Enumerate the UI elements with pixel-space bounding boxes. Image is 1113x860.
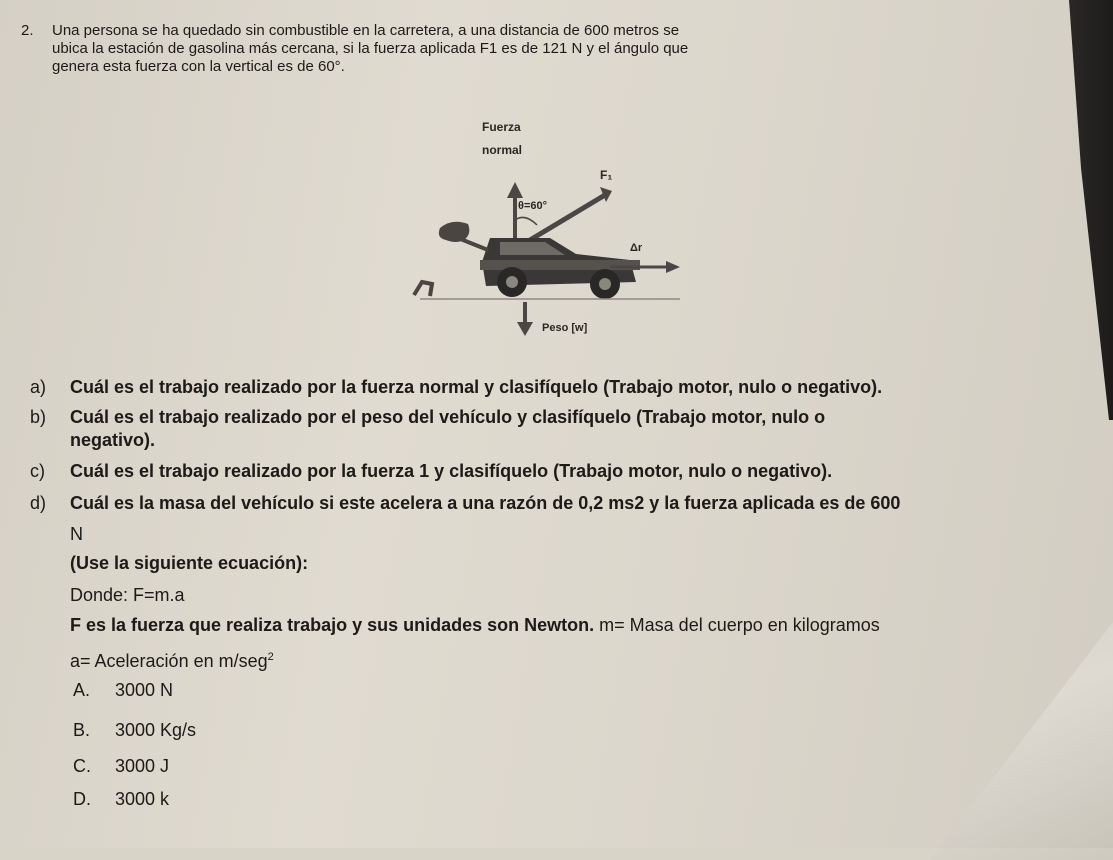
question-c-text: Cuál es el trabajo realizado por la fuerza 1 y clasifíquelo (Trabajo motor, nulo o negativo).: [70, 461, 833, 481]
label-normal-2: normal: [482, 143, 523, 157]
definition-a-exponent: 2: [267, 651, 274, 663]
question-c: [30, 460, 832, 483]
question-d-unit: N: [70, 524, 83, 544]
question-b-letter: b): [30, 407, 47, 427]
label-weight: Peso [w]: [542, 322, 588, 334]
angle-arc: [515, 217, 537, 225]
label-displacement: Δr: [630, 242, 643, 254]
question-a-text: Cuál es el trabajo realizado por la fuerza normal y clasifíquelo (Trabajo motor, nulo o negativo).: [70, 377, 883, 397]
question-a: [30, 376, 882, 399]
definition-a: [70, 646, 274, 673]
question-d: [30, 492, 900, 515]
question-b-text: Cuál es el trabajo realizado por el peso del vehículo y clasifíquelo (Trabajo motor, nulo o: [70, 407, 826, 427]
option-a[interactable]: [73, 680, 173, 701]
question-b-continued: negativo).: [70, 430, 156, 450]
diagram-drawing: [400, 110, 700, 350]
problem-line-1: Una persona se ha quedado sin combustible en la carretera, a una distancia de 600 metros se: [52, 22, 680, 39]
problem-number: 2.: [21, 22, 34, 39]
force-diagram: [400, 110, 700, 350]
question-d-text: Cuál es la masa del vehículo si este acelera a una razón de 0,2 ms2 y la fuerza aplicada es de 600: [70, 493, 901, 513]
weight-arrow-head: [517, 322, 533, 336]
option-b[interactable]: [73, 720, 196, 741]
option-d[interactable]: [73, 789, 169, 810]
person-leg: [414, 282, 432, 296]
person-arm: [458, 238, 488, 250]
option-a-text: 3000 N: [115, 680, 174, 700]
question-a-letter: a): [30, 377, 47, 397]
label-normal-1: Fuerza: [482, 120, 521, 134]
definition-a-text: a= Aceleración en m/seg: [70, 651, 268, 671]
question-d-use: (Use la siguiente ecuación):: [70, 553, 309, 573]
displacement-arrow-head: [666, 261, 680, 273]
question-d-donde: Donde: F=m.a: [70, 585, 185, 605]
option-c-text: 3000 J: [115, 756, 170, 776]
option-d-letter: D.: [73, 789, 91, 809]
label-angle: θ=60°: [518, 200, 548, 212]
option-c[interactable]: [73, 756, 169, 777]
question-d-letter: d): [30, 493, 47, 513]
problem-line-2: ubica la estación de gasolina más cercana, si la fuerza aplicada F1 es de 121 N y el ángulo que: [52, 40, 689, 57]
definition-m: m= Masa del cuerpo en kilogramos: [594, 615, 880, 635]
problem-line-3: genera esta fuerza con la vertical es de 60°.: [52, 58, 345, 75]
problem-statement: [21, 22, 872, 76]
option-b-text: 3000 Kg/s: [115, 720, 197, 740]
car-hub-front: [599, 278, 611, 290]
car-hub-rear: [506, 276, 518, 288]
option-a-letter: A.: [73, 680, 91, 700]
question-c-letter: c): [30, 461, 45, 481]
definition-f: F es la fuerza que realiza trabajo y sus unidades son Newton.: [70, 615, 595, 635]
option-b-letter: B.: [73, 720, 91, 740]
label-f1: F₁: [600, 168, 613, 182]
question-b: [30, 406, 825, 429]
option-c-letter: C.: [73, 756, 91, 776]
normal-arrow-head: [507, 182, 523, 198]
option-d-text: 3000 k: [115, 789, 170, 809]
question-d-definitions: [70, 614, 880, 637]
